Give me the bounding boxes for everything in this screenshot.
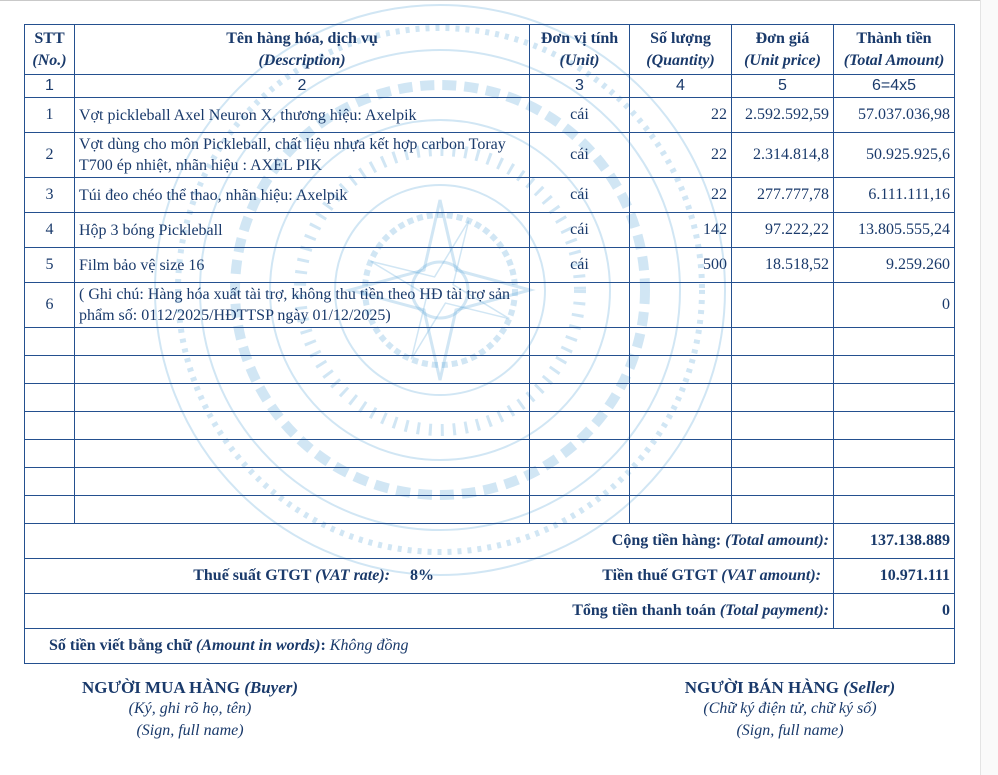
item-amount: 13.805.555,24 (834, 213, 955, 248)
item-price: 277.777,78 (732, 178, 834, 213)
item-no: 6 (25, 283, 75, 328)
item-desc: ( Ghi chú: Hàng hóa xuất tài trợ, không thu tiền theo HĐ tài trợ sản phẩm số: 0112/2025/HĐTTSP ngày 01/12/2025) (75, 283, 530, 328)
col-amount-header: Thành tiền (Total Amount) (834, 25, 955, 75)
vat-row (25, 559, 955, 594)
item-price: 2.592.592,59 (732, 98, 834, 133)
item-price: 2.314.814,8 (732, 133, 834, 178)
vat-amount-value: 10.971.111 (834, 559, 955, 594)
payment-row (25, 594, 955, 629)
item-no: 3 (25, 178, 75, 213)
vat-amount-label: Tiền thuế GTGT (VAT amount): (602, 567, 821, 584)
index-cell: 4 (630, 75, 732, 98)
vat-rate-label: Thuế suất GTGT (VAT rate): (193, 567, 390, 584)
table-row (25, 213, 955, 248)
item-no: 5 (25, 248, 75, 283)
index-cell: 5 (732, 75, 834, 98)
col-desc-header: Tên hàng hóa, dịch vụ (Description) (75, 25, 530, 75)
empty-row (25, 384, 955, 412)
item-price: 18.518,52 (732, 248, 834, 283)
col-price-header: Đơn giá (Unit price) (732, 25, 834, 75)
scrollbar[interactable] (980, 0, 998, 775)
item-unit (530, 283, 630, 328)
empty-row (25, 356, 955, 384)
amount-in-words: Không đồng (329, 637, 409, 654)
seller-signature: NGƯỜI BÁN HÀNG (Seller) (Chữ ký điện tử, chữ ký số) (Sign, full name) (684, 678, 896, 739)
col-unit-header: Đơn vị tính (Unit) (530, 25, 630, 75)
item-unit: cái (530, 213, 630, 248)
subtotal-row (25, 524, 955, 559)
item-price: 97.222,22 (732, 213, 834, 248)
subtotal-label: Cộng tiền hàng: (Total amount): (25, 524, 834, 559)
amount-in-words-row: Số tiền viết bằng chữ (Amount in words): Không đồng (25, 629, 955, 664)
empty-row (25, 496, 955, 524)
table-row (25, 98, 955, 133)
table-row (25, 283, 955, 328)
index-cell: 6=4x5 (834, 75, 955, 98)
item-desc: Vợt pickleball Axel Neuron X, thương hiệu: Axelpik (75, 98, 530, 133)
empty-row (25, 412, 955, 440)
item-qty: 22 (630, 178, 732, 213)
table-row (25, 178, 955, 213)
empty-row (25, 440, 955, 468)
item-amount: 6.111.111,16 (834, 178, 955, 213)
item-no: 1 (25, 98, 75, 133)
item-price (732, 283, 834, 328)
item-desc: Vợt dùng cho môn Pickleball, chất liệu nhựa kết hợp carbon Toray T700 ép nhiệt, nhãn hiệu : AXEL PIK (75, 133, 530, 178)
index-cell: 3 (530, 75, 630, 98)
item-no: 4 (25, 213, 75, 248)
item-desc: Film bảo vệ size 16 (75, 248, 530, 283)
vat-rate-value: 8% (410, 567, 434, 584)
item-unit: cái (530, 98, 630, 133)
item-qty: 500 (630, 248, 732, 283)
item-desc: Túi đeo chéo thể thao, nhãn hiệu: Axelpik (75, 178, 530, 213)
table-row (25, 133, 955, 178)
table-header-row (25, 25, 955, 75)
col-no-header: STT (No.) (25, 25, 75, 75)
item-qty: 142 (630, 213, 732, 248)
item-unit: cái (530, 248, 630, 283)
top-border (0, 0, 998, 1)
column-index-row (25, 75, 955, 98)
subtotal-value: 137.138.889 (834, 524, 955, 559)
invoice-table (24, 24, 955, 664)
empty-row (25, 468, 955, 496)
item-qty: 22 (630, 133, 732, 178)
item-amount: 0 (834, 283, 955, 328)
payment-label: Tổng tiền thanh toán (Total payment): (25, 594, 834, 629)
col-qty-header: Số lượng (Quantity) (630, 25, 732, 75)
item-unit: cái (530, 133, 630, 178)
index-cell: 2 (75, 75, 530, 98)
buyer-signature: NGƯỜI MUA HÀNG (Buyer) (Ký, ghi rõ họ, tên) (Sign, full name) (81, 678, 299, 739)
item-amount: 57.037.036,98 (834, 98, 955, 133)
item-desc: Hộp 3 bóng Pickleball (75, 213, 530, 248)
item-qty (630, 283, 732, 328)
item-qty: 22 (630, 98, 732, 133)
table-row (25, 248, 955, 283)
item-unit: cái (530, 178, 630, 213)
item-no: 2 (25, 133, 75, 178)
payment-value: 0 (834, 594, 955, 629)
empty-row (25, 328, 955, 356)
item-amount: 50.925.925,6 (834, 133, 955, 178)
item-amount: 9.259.260 (834, 248, 955, 283)
index-cell: 1 (25, 75, 75, 98)
